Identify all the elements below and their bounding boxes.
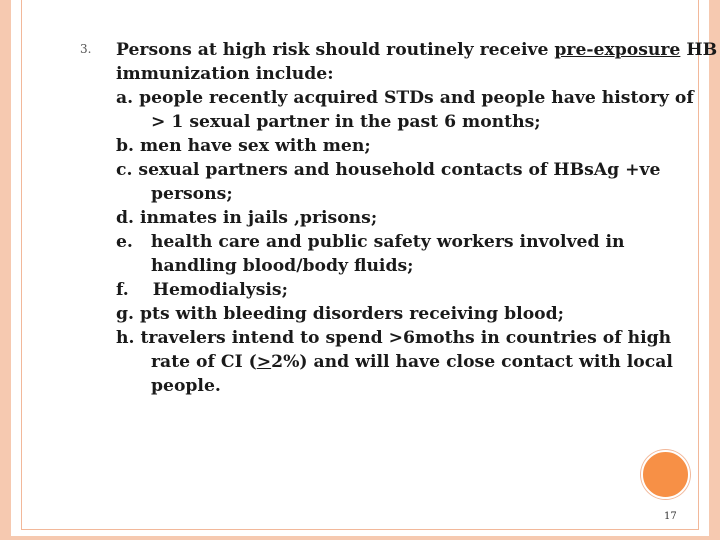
item-e-line-2: handling blood/body fluids; [151,256,414,276]
greater-equal-symbol: > [256,352,272,372]
item-h-line-3: people. [151,376,221,396]
item-b: b. men have sex with men; [116,136,371,156]
item-c-line-1: c. sexual partners and household contacts of HBsAg +ve [116,160,661,180]
bottom-border-stripe [0,536,720,540]
intro-line-1 [116,38,718,62]
intro-text-pre: Persons at high risk should routinely receive [116,40,555,60]
item-number: 3. [80,42,92,56]
item-e-line-1: e. health care and public safety workers involved in [116,232,625,252]
slide-body [116,38,718,398]
item-h-text-post: 2%) and will have close contact with local [271,352,673,372]
left-border-stripe [0,0,11,540]
intro-text-post: HB [680,40,718,60]
page-number: 17 [664,511,677,522]
item-h-text-pre: rate of CI ( [151,352,257,372]
item-d: d. inmates in jails ,prisons; [116,208,378,228]
item-g: g. pts with bleeding disorders receiving blood; [116,304,564,324]
intro-line-2: immunization include: [116,64,334,84]
item-h-line-1: h. travelers intend to spend >6moths in countries of high [116,328,672,348]
item-f: f. Hemodialysis; [116,280,288,300]
pre-exposure-term: pre-exposure [554,40,681,60]
right-border-stripe [709,0,720,540]
orange-circle-ornament [641,450,690,499]
item-h-line-2 [116,350,696,374]
item-a-line-2: > 1 sexual partner in the past 6 months; [151,112,541,132]
item-c-line-2: persons; [151,184,233,204]
item-a-line-1: a. people recently acquired STDs and people have history of [116,88,694,108]
